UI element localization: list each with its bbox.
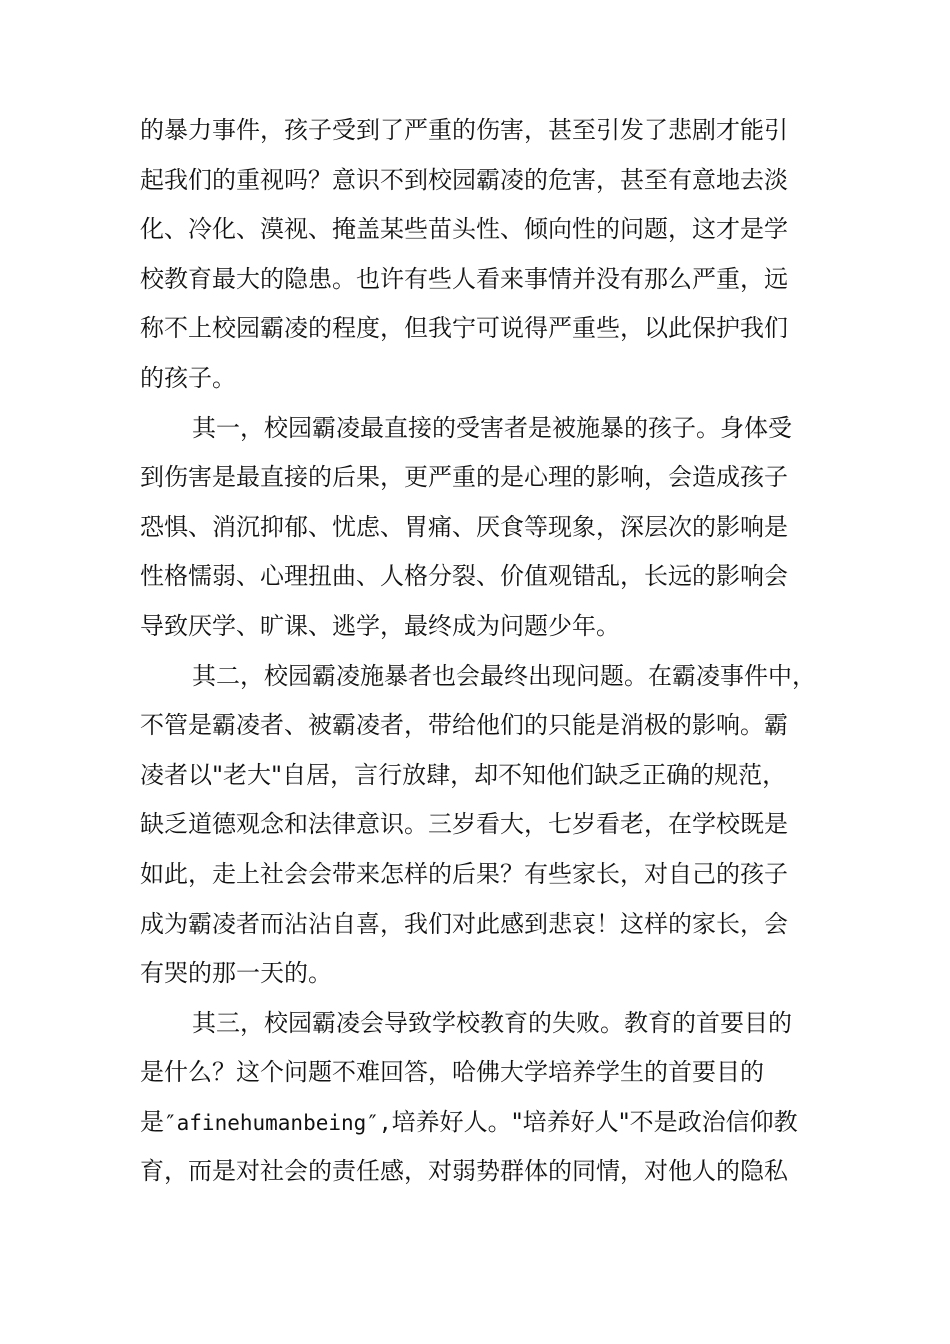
text-line: 成为霸凌者而沾沾自喜，我们对此感到悲哀！这样的家长，会: [140, 909, 788, 938]
text-line: 不管是霸凌者、被霸凌者，带给他们的只能是消极的影响。霸: [140, 711, 788, 740]
text-line: 起我们的重视吗？意识不到校园霸凌的危害，甚至有意地去淡: [140, 165, 788, 194]
text-line: 的孩子。: [140, 363, 236, 392]
text-line: 是什么？这个问题不难回答，哈佛大学培养学生的首要目的: [140, 1058, 764, 1087]
document-body: [140, 106, 820, 1197]
latin-phrase: ″afinehumanbeing″,: [164, 1110, 392, 1135]
text-line: 性格懦弱、心理扭曲、人格分裂、价值观错乱，长远的影响会: [140, 562, 788, 591]
text-segment: 培养好人。"培养好人"不是政治信仰教: [391, 1107, 798, 1136]
text-line: 缺乏道德观念和法律意识。三岁看大，七岁看老，在学校既是: [140, 810, 788, 839]
text-segment: 是: [140, 1107, 164, 1136]
text-line: 导致厌学、旷课、逃学，最终成为问题少年。: [140, 611, 620, 640]
text-line: 凌者以"老大"自居，言行放肆，却不知他们缺乏正确的规范，: [140, 760, 787, 789]
text-line: 育，而是对社会的责任感，对弱势群体的同情，对他人的隐私: [140, 1157, 788, 1186]
text-line: 化、冷化、漠视、掩盖某些苗头性、倾向性的问题，这才是学: [140, 215, 788, 244]
text-line: 称不上校园霸凌的程度，但我宁可说得严重些，以此保护我们: [140, 314, 788, 343]
paragraph-first-line: 其一，校园霸凌最直接的受害者是被施暴的孩子。身体受: [192, 413, 792, 442]
paragraph-first-line: 其三，校园霸凌会导致学校教育的失败。教育的首要目的: [192, 1008, 792, 1037]
text-line: 的暴力事件，孩子受到了严重的伤害，甚至引发了悲剧才能引: [140, 116, 788, 144]
paragraph-first-line: 其二，校园霸凌施暴者也会最终出现问题。在霸凌事件中，: [192, 661, 816, 690]
text-line: 到伤害是最直接的后果，更严重的是心理的影响，会造成孩子: [140, 463, 788, 492]
text-line: 校教育最大的隐患。也许有些人看来事情并没有那么严重，远: [140, 264, 788, 293]
text-line: 有哭的那一天的。: [140, 959, 332, 988]
text-line: 恐惧、消沉抑郁、忧虑、胃痛、厌食等现象，深层次的影响是: [140, 512, 788, 541]
text-line: 如此，走上社会会带来怎样的后果？有些家长，对自己的孩子: [140, 859, 788, 888]
text-line-mixed: [140, 1098, 820, 1148]
